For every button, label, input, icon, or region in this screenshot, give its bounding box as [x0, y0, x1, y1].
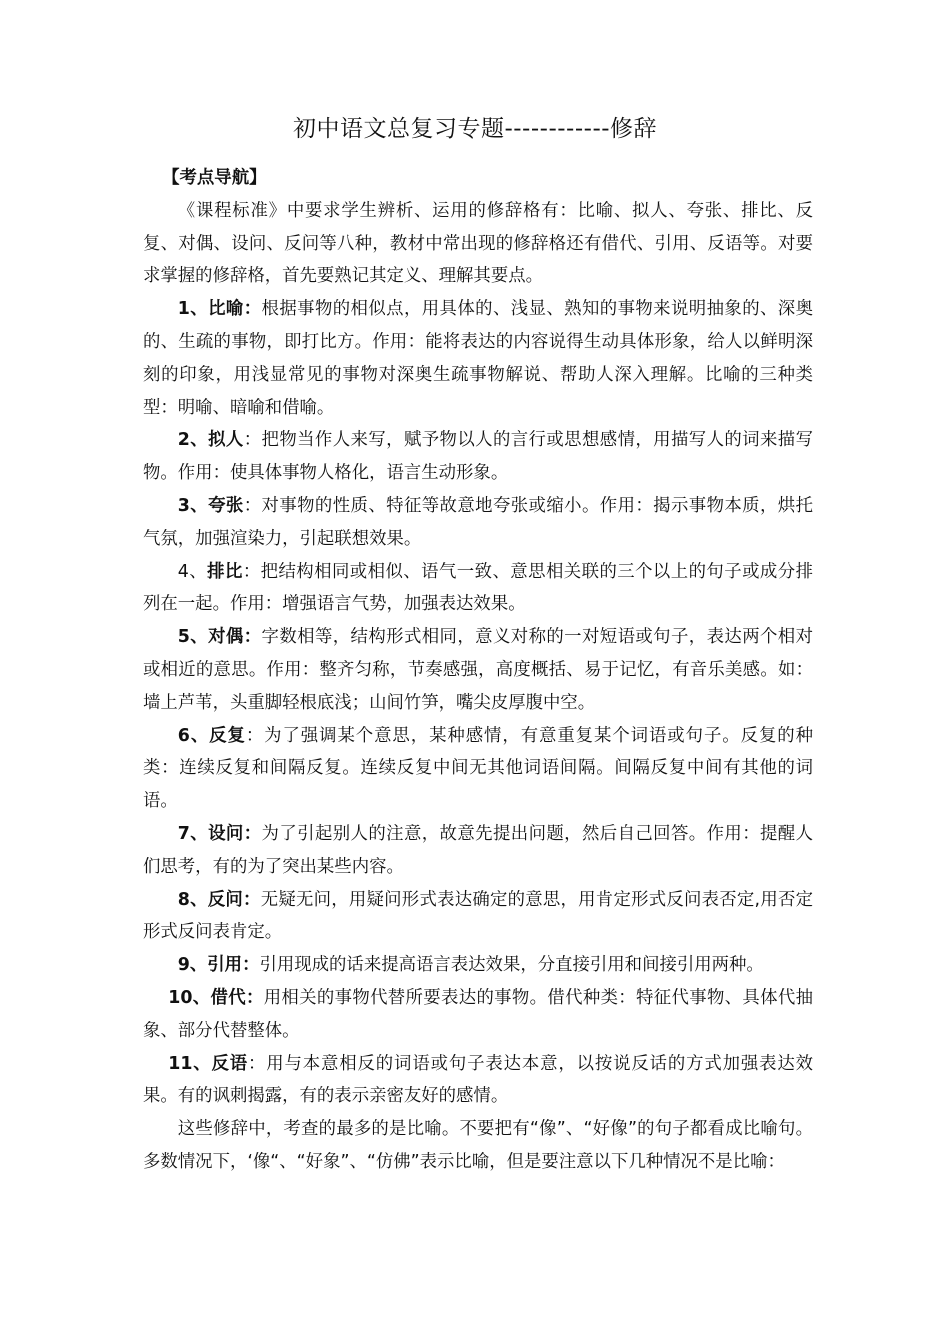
term-definition: 根据事物的相似点，用具体的、浅显、熟知的事物来说明抽象的、深奥的、生疏的事物，即打比方。作用：能将表达的内容说得生动具体形象，给人以鲜明深刻的印象，用浅显常见的事物对深奥生疏事物解说、帮助人深入理解。比喻的三种类型：明喻、暗喻和借喻。	[143, 299, 813, 418]
document-body	[143, 162, 813, 1179]
term-definition: 用相关的事物代替所要表达的事物。借代种类：特征代事物、具体代抽象、部分代替整体。	[143, 987, 813, 1041]
section-heading-text: 【考点导航】	[162, 168, 267, 188]
term-definition: 引用现成的话来提高语言表达效果，分直接引用和间接引用两种。	[259, 955, 764, 976]
rhetoric-item-repetition	[143, 720, 813, 818]
term-label: 11、反语	[168, 1053, 249, 1074]
rhetoric-item-metonymy	[143, 982, 813, 1048]
term-definition: 无疑无问，用疑问形式表达确定的意思，用肯定形式反问表否定,用否定形式反问表肯定。	[143, 889, 813, 943]
term-label: 8、反问：	[177, 889, 261, 910]
term-label: 2、拟人	[177, 430, 244, 451]
term-definition: ：为了强调某个意思，某种感情，有意重复某个词语或句子。反复的种类：连续反复和间隔反复。连续反复中间无其他词语间隔。间隔反复中间有其他的词语。	[143, 725, 813, 812]
document-title: 初中语文总复习专题------------修辞	[292, 116, 658, 142]
rhetoric-item-hyperbole	[143, 490, 813, 556]
section-heading	[143, 162, 813, 195]
rhetoric-item-hypophora	[143, 818, 813, 884]
term-number: 4、	[177, 561, 208, 582]
term-definition: ：用与本意相反的词语或句子表达本意，以按说反话的方式加强表达效果。有的讽刺揭露，有的表示亲密友好的感情。	[143, 1053, 813, 1107]
intro-paragraph: 《课程标准》中要求学生辨析、运用的修辞格有：比喻、拟人、夸张、排比、反复、对偶、设问、反问等八种，教材中常出现的修辞格还有借代、引用、反语等。对要求掌握的修辞格，首先要熟记其定义、理解其要点。	[143, 200, 813, 287]
rhetoric-item-quotation	[143, 949, 813, 982]
rhetoric-item-antithesis	[143, 621, 813, 719]
term-label: 排比	[207, 561, 243, 582]
term-label: 9、引用：	[177, 955, 260, 976]
term-definition: 字数相等，结构形式相同，意义对称的一对短语或句子，表达两个相对或相近的意思。作用：整齐匀称，节奏感强，高度概括、易于记忆，有音乐美感。如：墙上芦苇，头重脚轻根底浅；山间竹笋，嘴尖皮厚腹中空。	[143, 627, 813, 713]
closing-paragraph: 这些修辞中，考查的最多的是比喻。不要把有“像”、“好像”的句子都看成比喻句。多数情况下，‘像“、“好象”、“仿佛”表示比喻，但是要注意以下几种情况不是比喻：	[143, 1119, 813, 1172]
rhetoric-item-parallelism	[143, 556, 813, 622]
term-definition: ：把物当作人来写，赋予物以人的言行或思想感情，用描写人的词来描写物。作用：使具体事物人格化，语言生动形象。	[143, 430, 813, 484]
rhetoric-item-personification	[143, 424, 813, 490]
term-label: 5、对偶：	[177, 627, 262, 648]
rhetoric-item-rhetorical-question	[143, 884, 813, 950]
term-definition: ：把结构相同或相似、语气一致、意思相关联的三个以上的句子或成分排列在一起。作用：增强语言气势，加强表达效果。	[143, 561, 813, 615]
rhetoric-item-simile	[143, 293, 813, 424]
term-label: 6、反复	[177, 725, 246, 746]
term-label: 3、夸张	[177, 495, 244, 516]
rhetoric-item-irony	[143, 1048, 813, 1114]
term-definition: 为了引起别人的注意，故意先提出问题，然后自己回答。作用：提醒人们思考，有的为了突出某些内容。	[143, 823, 813, 877]
term-label: 10、借代：	[168, 987, 264, 1008]
term-label: 1、比喻：	[177, 299, 262, 320]
term-definition: ：对事物的性质、特征等故意地夸张或缩小。作用：揭示事物本质，烘托气氛，加强渲染力，引起联想效果。	[143, 495, 813, 549]
term-label: 7、设问：	[177, 823, 262, 844]
